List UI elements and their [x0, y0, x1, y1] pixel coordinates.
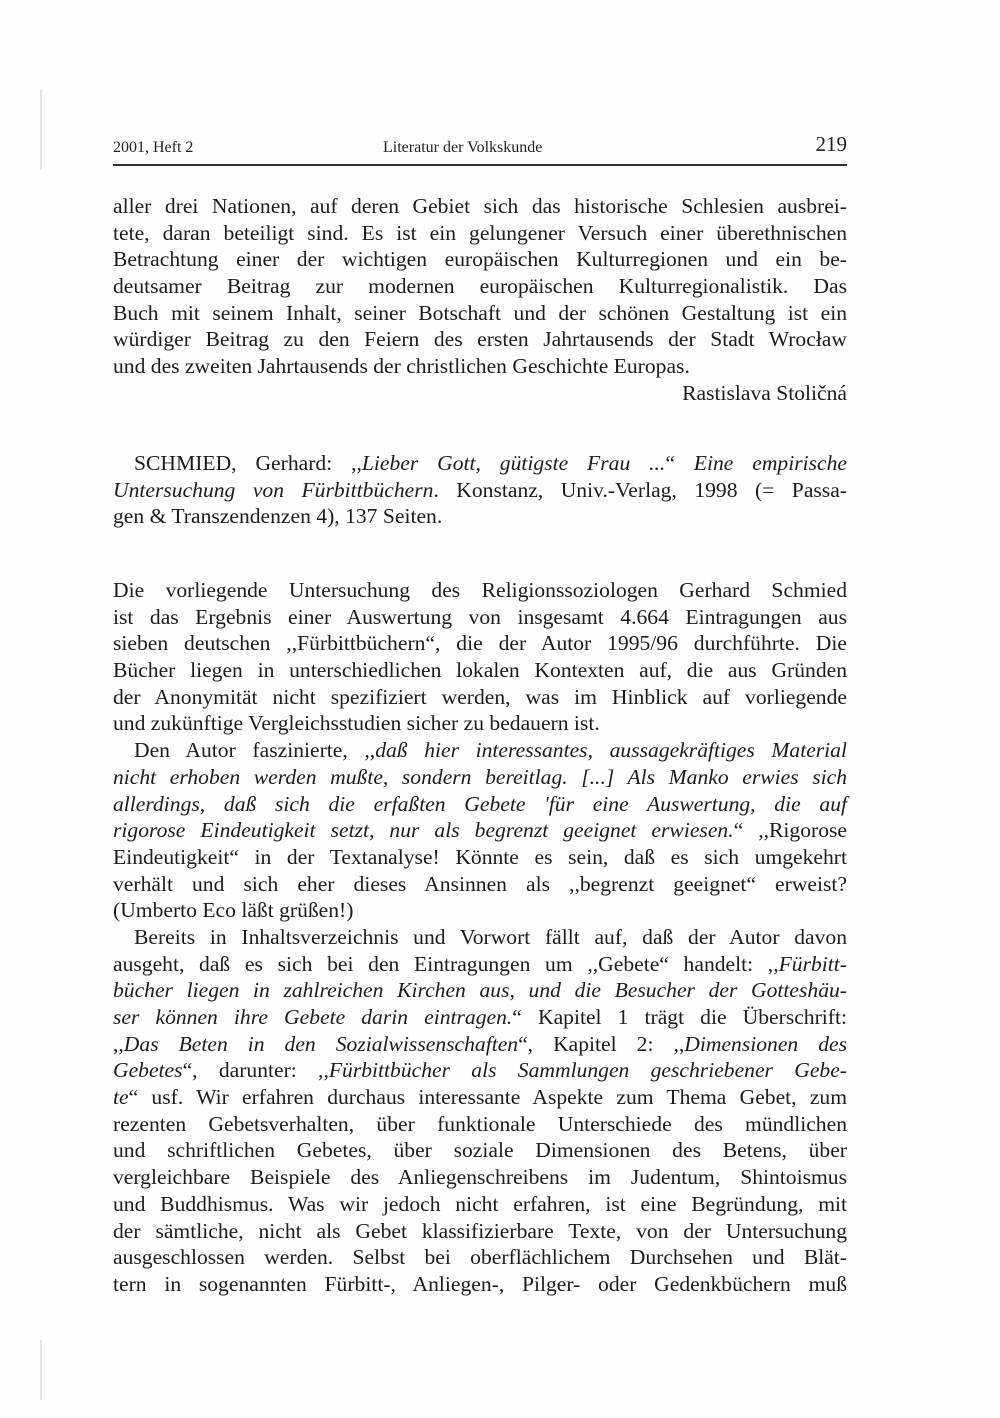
- chapter-title: Dimensionen des: [684, 1031, 847, 1056]
- quotation: daß hier interessantes, aussagekräftiges Material: [375, 738, 847, 763]
- text-line: aller drei Nationen, auf deren Gebiet sich das historische Schlesien ausbrei-: [113, 194, 847, 218]
- text-line: [113, 737, 847, 764]
- text-line: [113, 764, 847, 791]
- scan-artifact: [40, 90, 42, 170]
- quotation: nicht erhoben werden mußte, sondern bereitlag. [...] Als Manko erwies sich: [113, 764, 847, 789]
- text-line: Bücher liegen in unterschiedlichen lokalen Kontexten auf, die aus Gründen: [113, 658, 847, 683]
- text-line: [113, 1031, 847, 1058]
- text-line: [113, 791, 847, 818]
- text-run: “ Kapitel 1 trägt die Überschrift:: [512, 1005, 847, 1029]
- chapter-title: Gebetes: [113, 1058, 183, 1083]
- citation-line: [113, 477, 847, 504]
- text-line: und schriftlichen Gebetes, über soziale Dimensionen des Betens, über: [113, 1138, 847, 1163]
- citation-author: SCHMIED, Gerhard:: [134, 451, 352, 475]
- text-line: und Buddhismus. Was wir jedoch nicht erfahren, ist eine Begründung, mit: [113, 1191, 847, 1216]
- section-title: Literatur der Volkskunde: [383, 139, 543, 156]
- running-head: [113, 130, 847, 160]
- text-line: der sämtliche, nicht als Gebet klassifizierbare Texte, von der Untersuchung: [113, 1218, 847, 1243]
- text-line: [113, 977, 847, 1004]
- text-line: Buch mit seinem Inhalt, seiner Botschaft und der schönen Gestaltung ist ein: [113, 300, 847, 325]
- quotation: rigorose Eindeutigkeit setzt, nur als begrenzt geeignet erwiesen.: [113, 818, 734, 843]
- quotation: ser können ihre Gebete darin eintragen.: [113, 1005, 513, 1029]
- book-citation: [113, 450, 847, 530]
- quote-close: “: [665, 451, 694, 475]
- text-line: und des zweiten Jahrtausends der christlichen Geschichte Europas.: [113, 354, 690, 379]
- previous-review-ending: [113, 193, 847, 407]
- text-line: [113, 1084, 847, 1111]
- quotation: allerdings, daß sich die erfaßten Gebete 'für eine Auswertung, die auf: [113, 791, 847, 816]
- text-line: deutsamer Beitrag zur modernen europäischen Kulturregionalistik. Das: [113, 274, 847, 299]
- book-subtitle: Eine empirische: [693, 451, 847, 475]
- text-line: ausgeschlossen werden. Selbst bei oberflächlichem Durchsehen und Blät-: [113, 1245, 847, 1270]
- text-run: Den Autor faszinierte, ,,: [134, 738, 376, 763]
- text-line: Bereits in Inhaltsverzeichnis und Vorwort fällt auf, daß der Autor davon: [134, 924, 847, 949]
- text-line: der Anonymität nicht spezifiziert werden, was im Hinblick auf vorliegende: [113, 684, 847, 709]
- text-line: [113, 817, 847, 844]
- text-line: tern in sogenannten Fürbitt-, Anliegen-, Pilger- oder Gedenkbüchern muß: [113, 1271, 847, 1296]
- book-subtitle: Untersuchung von Fürbittbüchern: [113, 477, 434, 502]
- text-line: würdiger Beitrag zu den Feiern des ersten Jahrtausends der Stadt Wrocław: [113, 327, 847, 352]
- text-line: Die vorliegende Untersuchung des Religionssoziologen Gerhard Schmied: [113, 578, 847, 602]
- text-line: (Umberto Eco läßt grüßen!): [113, 898, 354, 923]
- text-line: [113, 1004, 847, 1031]
- text-line: verhält und sich eher dieses Ansinnen als ,,begrenzt geeignet“ erweist?: [113, 871, 847, 896]
- text-line: [113, 1057, 847, 1084]
- text-line: ist das Ergebnis einer Auswertung von insgesamt 4.664 Eintragungen aus: [113, 604, 847, 629]
- page-number: 219: [815, 132, 847, 156]
- text-run: “ ,,Rigorose: [733, 818, 847, 843]
- quotation: Fürbitt-: [778, 951, 847, 976]
- text-line: vergleichbare Beispiele des Anliegenschreibens im Judentum, Shintoismus: [113, 1165, 847, 1190]
- quote-open: ,,: [351, 451, 362, 475]
- text-line: tete, daran beteiligt sind. Es ist ein gelungener Versuch einer überethnischen: [113, 220, 847, 245]
- chapter-title: Fürbittbücher als Sammlungen geschriebener Gebe-: [328, 1058, 847, 1083]
- text-run: ausgeht, daß es sich bei den Eintragungen um ,,Gebete“ handelt: ,,: [113, 951, 779, 976]
- text-run: “, darunter: ,,: [182, 1058, 329, 1083]
- chapter-title: te: [113, 1085, 129, 1110]
- scan-artifact: [40, 1340, 42, 1400]
- text-run: “, Kapitel 2: ,,: [518, 1031, 685, 1056]
- text-line: sieben deutschen ,,Fürbittbüchern“, die der Autor 1995/96 durchführte. Die: [113, 631, 847, 656]
- publication-info: . Konstanz, Univ.-Verlag, 1998 (= Passa-: [433, 477, 847, 502]
- reviewer-signature: Rastislava Stoličná: [682, 380, 847, 405]
- text-line: [113, 951, 847, 978]
- header-rule: [113, 164, 847, 166]
- citation-line: gen & Transzendenzen 4), 137 Seiten.: [113, 504, 443, 529]
- review-body: [113, 577, 847, 1298]
- text-line: und zukünftige Vergleichsstudien sicher zu bedauern ist.: [113, 711, 600, 736]
- chapter-title: Das Beten in den Sozialwissenschaften: [123, 1031, 519, 1056]
- quote-open: ,,: [113, 1031, 124, 1056]
- book-title: Lieber Gott, gütigste Frau ...: [361, 451, 666, 475]
- citation-line: [113, 450, 847, 477]
- text-line: Betrachtung einer der wichtigen europäischen Kulturregionen und ein be-: [113, 247, 847, 272]
- text-line: rezenten Gebetsverhalten, über funktionale Unterschiede des mündlichen: [113, 1111, 847, 1136]
- quotation: bücher liegen in zahlreichen Kirchen aus, und die Besucher der Gotteshäu-: [113, 978, 847, 1003]
- text-run: “ usf. Wir erfahren durchaus interessante Aspekte zum Thema Gebet, zum: [128, 1085, 847, 1110]
- text-line: Eindeutigkeit“ in der Textanalyse! Könnte es sein, daß es sich umgekehrt: [113, 844, 847, 869]
- issue-label: 2001, Heft 2: [113, 139, 194, 156]
